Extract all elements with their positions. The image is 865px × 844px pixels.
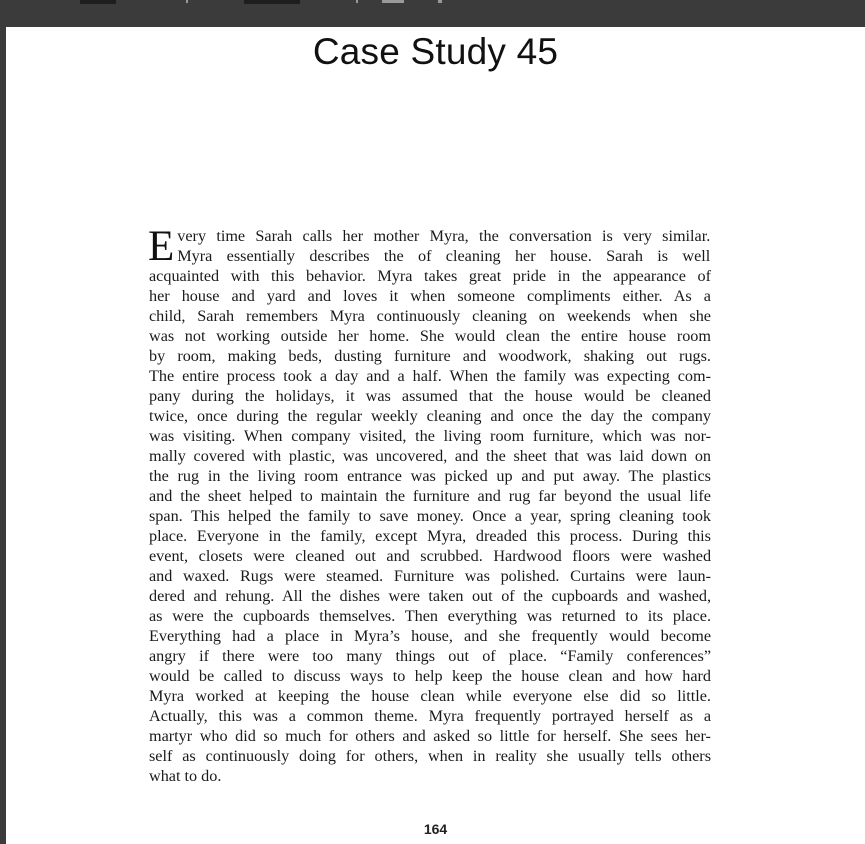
toolbar-button[interactable]: [80, 0, 116, 4]
body-line: would be called to discuss ways to help keep the house clean and how hard: [149, 667, 711, 685]
body-line: acquainted with this behavior. Myra takes great pride in the appearance of: [149, 267, 711, 285]
body-line: was not working outside her home. She would clean the entire house room: [149, 327, 711, 345]
page-title: Case Study 45: [312, 31, 559, 72]
drop-cap: E: [148, 223, 175, 270]
body-line: dered and rehung. All the dishes were taken out of the cupboards and washed,: [149, 587, 712, 605]
body-line: by room, making beds, dusting furniture and woodwork, shaking out rugs.: [149, 347, 711, 365]
document-page: [6, 27, 865, 844]
page-number: 164: [423, 821, 448, 837]
body-line: twice, once during the regular weekly cleaning and once the day the company: [149, 407, 711, 425]
toolbar-separator: [186, 0, 188, 3]
body-line: was visiting. When company visited, the living room furniture, which was nor-: [149, 427, 712, 445]
toolbar-icon[interactable]: [438, 0, 442, 3]
body-line: her house and yard and loves it when someone compliments either. As a: [149, 287, 711, 305]
body-line: what to do.: [149, 767, 222, 785]
body-line: martyr who did so much for others and asked so little for herself. She sees her-: [149, 727, 711, 745]
body-line: child, Sarah remembers Myra continuously cleaning on weekends when she: [149, 307, 711, 325]
body-line: Actually, this was a common theme. Myra frequently portrayed herself as a: [149, 707, 712, 725]
body-line: very time Sarah calls her mother Myra, the conversation is very similar.: [177, 227, 711, 245]
body-line: angry if there were too many things out of place. “Family conferences”: [149, 647, 712, 665]
viewer-toolbar: [0, 0, 865, 27]
body-line: pany during the holidays, it was assumed that the house would be cleaned: [149, 387, 711, 405]
body-line: and waxed. Rugs were steamed. Furniture was polished. Curtains were laun-: [149, 567, 712, 585]
body-line: self as continuously doing for others, when in reality she usually tells others: [149, 747, 712, 765]
case-study-body: [148, 223, 712, 786]
body-line: The entire process took a day and a half. When the family was expecting com-: [149, 367, 711, 385]
body-line: mally covered with plastic, was uncovered, and the sheet that was laid down on: [149, 447, 712, 465]
body-line: the rug in the living room entrance was picked up and put away. The plastics: [149, 467, 711, 485]
body-line: place. Everyone in the family, except Myra, dreaded this process. During this: [149, 527, 711, 545]
body-line: and the sheet helped to maintain the furniture and rug far beyond the usual life: [149, 487, 711, 505]
body-line: event, closets were cleaned out and scrubbed. Hardwood floors were washed: [149, 547, 712, 565]
toolbar-icon[interactable]: [382, 0, 404, 3]
body-line: Myra essentially describes the of cleaning her house. Sarah is well: [177, 247, 711, 265]
toolbar-separator: [356, 0, 358, 3]
body-line: Myra worked at keeping the house clean while everyone else did so little.: [149, 687, 711, 705]
body-line: Everything had a place in Myra’s house, and she frequently would become: [149, 627, 711, 645]
body-line: span. This helped the family to save money. Once a year, spring cleaning took: [149, 507, 712, 525]
toolbar-button[interactable]: [244, 0, 300, 4]
body-line: as were the cupboards themselves. Then everything was returned to its place.: [149, 607, 712, 625]
